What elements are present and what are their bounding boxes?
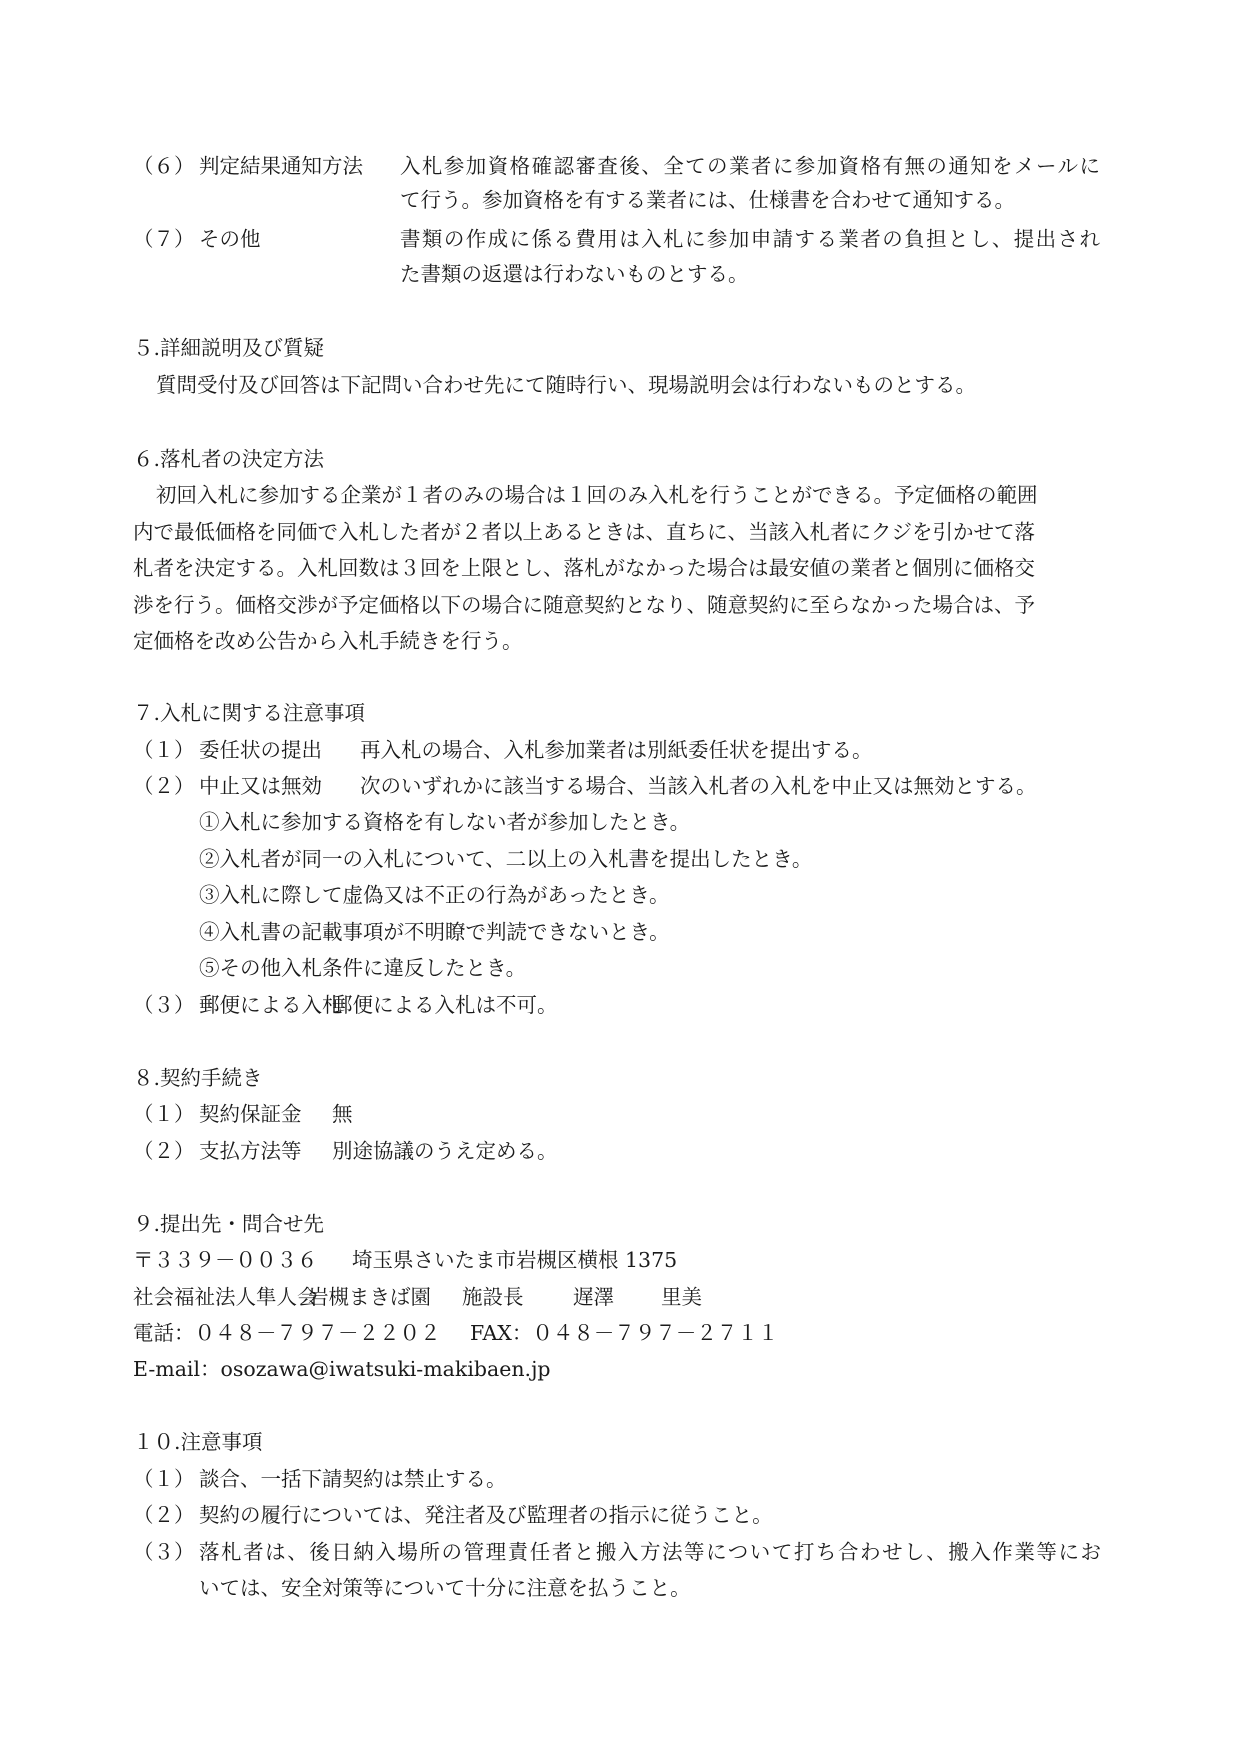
item-number: （１） — [133, 738, 195, 762]
sub-item-text: ③入札に際して虚偽又は不正の行為があったとき。 — [199, 883, 670, 907]
item-6-row — [0, 149, 1241, 183]
sub-item — [0, 915, 1241, 949]
item-row — [0, 733, 1241, 767]
paragraph-line — [0, 624, 1241, 658]
item-number: （６） — [133, 154, 195, 178]
item-text: 書類の作成に係る費用は入札に参加申請する業者の負担とし、提出され — [400, 227, 1100, 251]
section-10-heading — [0, 1425, 1241, 1459]
section-heading: １０.注意事項 — [133, 1430, 263, 1454]
section-heading: ９.提出先・問合せ先 — [133, 1212, 325, 1236]
paragraph-text: 定価格を改め公告から入札手続きを行う。 — [133, 629, 523, 653]
paragraph-line — [0, 478, 1241, 512]
item-text: 落札者は、後日納入場所の管理責任者と搬入方法等について打ち合わせし、搬入作業等にお — [199, 1540, 1101, 1564]
paragraph-text: 質問受付及び回答は下記問い合わせ先にて随時行い、現場説明会は行わないものとする。 — [156, 373, 976, 397]
item-text: 郵便による入札は不可。 — [332, 993, 558, 1017]
paragraph-text: 内で最低価格を同価で入札した者が２者以上あるときは、直ちに、当該入札者にクジを引かせて落 — [133, 520, 1035, 544]
section-heading: ６.落札者の決定方法 — [133, 447, 325, 471]
sub-item — [0, 805, 1241, 839]
sub-item — [0, 951, 1241, 985]
item-row — [0, 1134, 1241, 1168]
item-number: （２） — [133, 1503, 195, 1527]
contact-email-row — [0, 1352, 1241, 1386]
section-9-heading — [0, 1207, 1241, 1241]
item-row — [0, 1462, 1241, 1496]
sub-item-text: ①入札に参加する資格を有しない者が参加したとき。 — [199, 810, 691, 834]
item-number: （３） — [133, 993, 195, 1017]
item-row — [0, 988, 1241, 1022]
organization-name: 社会福祉法人隼人会 — [133, 1285, 318, 1309]
item-number: （１） — [133, 1467, 195, 1491]
item-row — [0, 1498, 1241, 1532]
item-label: 支払方法等 — [199, 1139, 302, 1163]
section-heading: ８.契約手続き — [133, 1066, 263, 1090]
item-number: （３） — [133, 1540, 195, 1564]
item-label: 中止又は無効 — [199, 774, 322, 798]
contact-phone-row — [0, 1316, 1241, 1350]
item-text: 再入札の場合、入札参加業者は別紙委任状を提出する。 — [360, 738, 873, 762]
item-text: 入札参加資格確認審査後、全ての業者に参加資格有無の通知をメールに — [400, 154, 1100, 178]
item-7-row-cont — [0, 257, 1241, 291]
contact-surname: 遅澤 — [573, 1285, 614, 1309]
postal-code: 〒３３９－００３６ — [133, 1248, 318, 1272]
contact-address-row — [0, 1243, 1241, 1277]
item-text-cont: た書類の返還は行わないものとする。 — [400, 262, 749, 286]
section-6-heading — [0, 442, 1241, 476]
section-8-heading — [0, 1061, 1241, 1095]
item-text-cont: いては、安全対策等について十分に注意を払うこと。 — [199, 1576, 691, 1600]
item-7-row — [0, 222, 1241, 256]
contact-given-name: 里美 — [661, 1285, 702, 1309]
item-number: （７） — [133, 227, 195, 251]
item-label: 委任状の提出 — [199, 738, 322, 762]
item-number: （１） — [133, 1102, 195, 1126]
item-text: 談合、一括下請契約は禁止する。 — [199, 1467, 507, 1491]
item-label: 郵便による入札 — [199, 993, 343, 1017]
contact-title: 施設長 — [462, 1285, 524, 1309]
sub-item — [0, 878, 1241, 912]
item-number: （２） — [133, 774, 195, 798]
item-text: 次のいずれかに該当する場合、当該入札者の入札を中止又は無効とする。 — [360, 774, 1037, 798]
item-text: 別途協議のうえ定める。 — [332, 1139, 558, 1163]
item-text-cont: て行う。参加資格を有する業者には、仕様書を合わせて通知する。 — [400, 188, 1015, 212]
item-label: その他 — [199, 227, 261, 251]
section-5-body — [0, 368, 1241, 402]
item-row — [0, 769, 1241, 803]
item-number: （２） — [133, 1139, 195, 1163]
item-6-row-cont — [0, 183, 1241, 217]
facility-name: 岩槻まきば園 — [308, 1285, 431, 1309]
item-text: 契約の履行については、発注者及び監理者の指示に従うこと。 — [199, 1503, 773, 1527]
sub-item-text: ⑤その他入札条件に違反したとき。 — [199, 956, 527, 980]
item-row — [0, 1535, 1241, 1569]
section-heading: ７.入札に関する注意事項 — [133, 701, 366, 725]
paragraph-text: 札者を決定する。入札回数は３回を上限とし、落札がなかった場合は最安値の業者と個別に価格交 — [133, 556, 1035, 580]
section-7-heading — [0, 696, 1241, 730]
fax-number: FAX：０４８－７９７－２７１１ — [470, 1321, 779, 1345]
item-row — [0, 1097, 1241, 1131]
paragraph-text: 初回入札に参加する企業が１者のみの場合は１回のみ入札を行うことができる。予定価格の範囲 — [156, 483, 1038, 507]
phone-number: 電話：０４８－７９７－２２０２ — [133, 1321, 441, 1345]
item-row-cont — [0, 1571, 1241, 1605]
sub-item-text: ④入札書の記載事項が不明瞭で判読できないとき。 — [199, 920, 670, 944]
paragraph-text: 渉を行う。価格交渉が予定価格以下の場合に随意契約となり、随意契約に至らなかった場合は、予 — [133, 593, 1035, 617]
section-heading: ５.詳細説明及び質疑 — [133, 336, 325, 360]
item-text: 無 — [332, 1102, 353, 1126]
item-label: 契約保証金 — [199, 1102, 302, 1126]
sub-item-text: ②入札者が同一の入札について、二以上の入札書を提出したとき。 — [199, 847, 813, 871]
email-address: E-mail：osozawa@iwatsuki-makibaen.jp — [133, 1357, 551, 1381]
contact-person-row — [0, 1280, 1241, 1314]
section-5-heading — [0, 331, 1241, 365]
paragraph-line — [0, 588, 1241, 622]
paragraph-line — [0, 515, 1241, 549]
sub-item — [0, 842, 1241, 876]
paragraph-line — [0, 551, 1241, 585]
address: 埼玉県さいたま市岩槻区横根 1375 — [352, 1248, 678, 1272]
item-label: 判定結果通知方法 — [199, 154, 363, 178]
